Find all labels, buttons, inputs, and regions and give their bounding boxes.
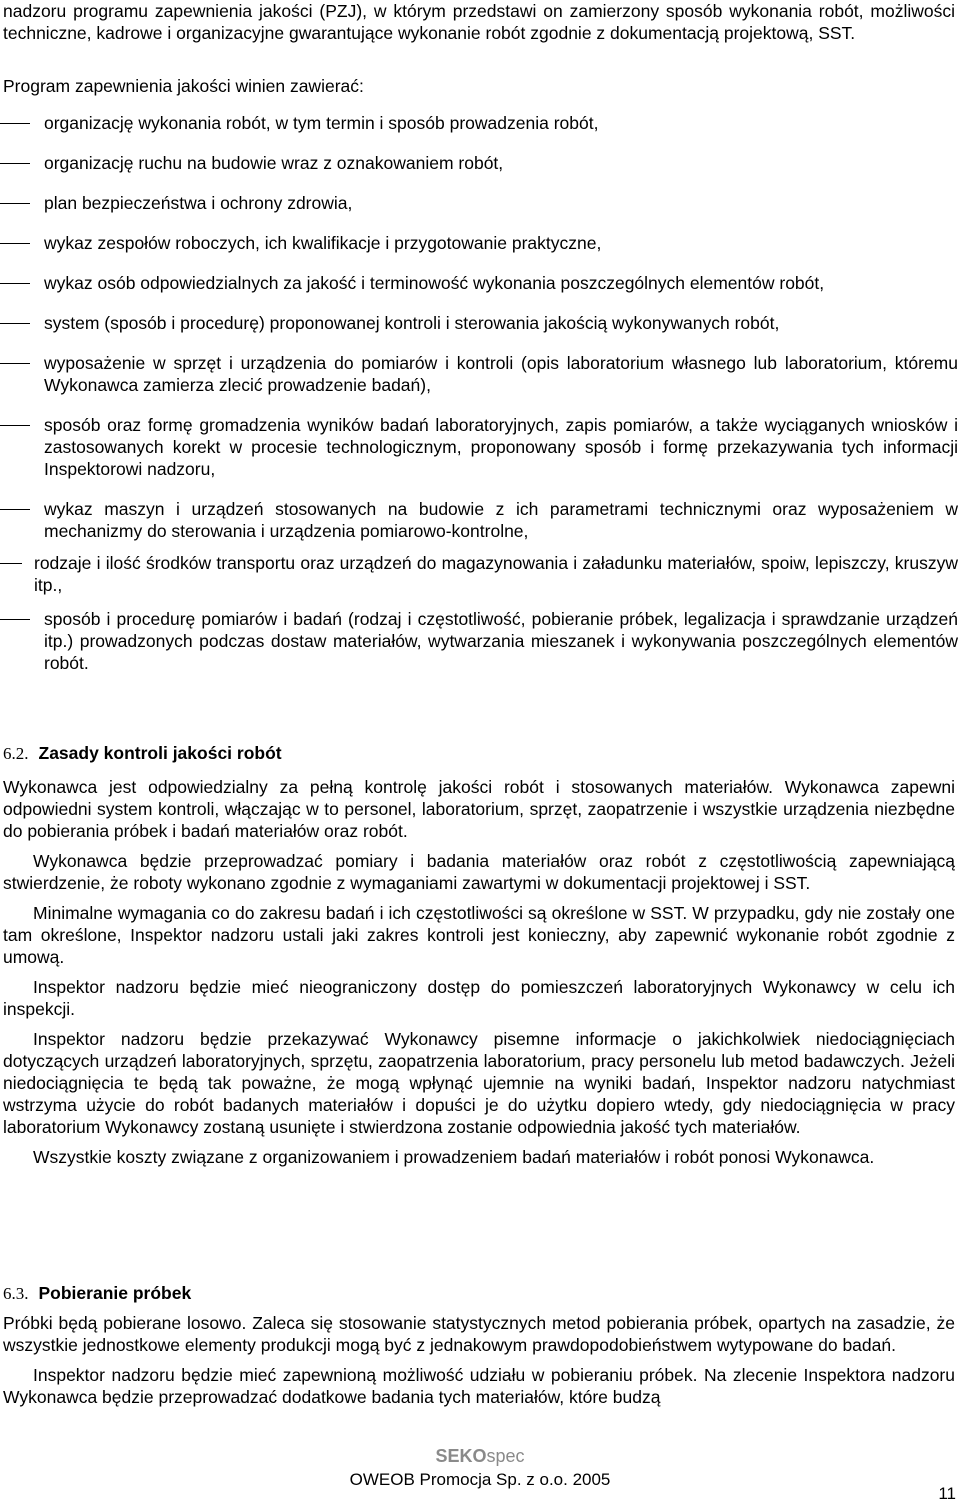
list-item: wykaz maszyn i urządzeń stosowanych na budowie z ich parametrami technicznymi oraz wyposażeniem w mechanizmy do sterowania i urządzenia pomiarowo-kontrolne, <box>0 498 958 542</box>
list-item: sposób oraz formę gromadzenia wyników badań laboratoryjnych, zapis pomiarów, a także wyciąganych wniosków i zastosowanych korekt w procesie technologicznym, proponowany sposób i formę przekazywania tych informacji Inspektorowi nadzoru, <box>0 414 958 480</box>
dash-bullet <box>0 425 30 426</box>
dash-bullet <box>0 323 30 324</box>
brand-light: spec <box>486 1446 525 1466</box>
page-number: 11 <box>938 1484 956 1503</box>
dash-bullet <box>0 123 30 124</box>
paragraph: Minimalne wymagania co do zakresu badań i ich częstotliwości są określone w SST. W przypadku, gdy nie zostały one tam określone, Inspektor nadzoru ustali jaki zakres kontroli jest konieczny, aby zapewnić wykonanie robót zgodnie z umową. <box>3 903 955 967</box>
section-6-2-body <box>3 776 955 1168</box>
dash-bullet <box>0 243 30 244</box>
program-lead: Program zapewnienia jakości winien zawierać: <box>3 76 364 96</box>
list-item: organizację ruchu na budowie wraz z oznakowaniem robót, <box>0 152 958 174</box>
paragraph: Inspektor nadzoru będzie mieć nieograniczony dostęp do pomieszczeń laboratoryjnych Wykonawcy w celu ich inspekcji. <box>3 977 955 1019</box>
dash-bullet <box>0 509 30 510</box>
section-title: Zasady kontroli jakości robót <box>38 743 282 763</box>
list-item: wykaz zespołów roboczych, ich kwalifikacje i przygotowanie praktyczne, <box>0 232 958 254</box>
section-heading-6-2 <box>3 742 282 765</box>
section-number: 6.3. <box>3 1284 29 1303</box>
section-6-3-body <box>3 1312 955 1408</box>
intro-continuation: nadzoru programu zapewnienia jakości (PZJ), w którym przedstawi on zamierzony sposób wykonania robót, możliwości techniczne, kadrowe i organizacyjne gwarantujące wykonanie robót zgodnie z dokumentacją projektową, SST. <box>3 1 955 43</box>
dash-bullet <box>0 163 30 164</box>
paragraph: Próbki będą pobierane losowo. Zaleca się stosowanie statystycznych metod pobierania próbek, opartych na zasadzie, że wszystkie jednostkowe elementy produkcji mogą być z jednakowym prawdopodobieństwem wytypowane do badań. <box>3 1313 955 1355</box>
paragraph: Wykonawca będzie przeprowadzać pomiary i badania materiałów oraz robót z częstotliwością zapewniającą stwierdzenie, że roboty wykonano zgodnie z wymaganiami zawartymi w dokumentacji projektowej i SST. <box>3 851 955 893</box>
dash-bullet <box>0 363 30 364</box>
section-number: 6.2. <box>3 744 29 763</box>
paragraph: Wszystkie koszty związane z organizowaniem i prowadzeniem badań materiałów i robót ponosi Wykonawca. <box>33 1147 875 1167</box>
paragraph: Inspektor nadzoru będzie przekazywać Wykonawcy pisemne informacje o jakichkolwiek niedociągnięciach dotyczących urządzeń laboratoryjnych, sprzętu, zaopatrzenia laboratorium, pracy personelu lub metod badawczych. Jeżeli niedociągnięcia te będą tak poważne, że mogą wpłynąć ujemnie na wyniki badań, Inspektor nadzoru natychmiast wstrzyma użycie do robót badanych materiałów i dopuści je do użytku dopiero wtedy, gdy niedociągnięcia w pracy laboratorium Wykonawcy zostaną usunięte i stwierdzona zostanie odpowiednia jakość tych materiałów. <box>3 1029 955 1137</box>
section-title: Pobieranie próbek <box>38 1283 192 1303</box>
paragraph: Wykonawca jest odpowiedzialny za pełną kontrolę jakości robót i stosowanych materiałów. Wykonawca zapewni odpowiedni system kontroli, włączając w to personel, laboratorium, sprzęt, zaopatrzenie i wszystkie urządzenia niezbędne do pobierania próbek i badań materiałów oraz robót. <box>3 777 955 841</box>
list-item: rodzaje i ilość środków transportu oraz urządzeń do magazynowania i załadunku materiałów, spoiw, lepiszczy, kruszyw itp., <box>0 552 958 596</box>
dash-bullet <box>0 203 30 204</box>
paragraph: Inspektor nadzoru będzie mieć zapewnioną możliwość udziału w pobieraniu próbek. Na zlecenie Inspektora nadzoru Wykonawca będzie przeprowadzać dodatkowe badania tych materiałów, które budzą <box>3 1365 955 1407</box>
list-item: organizację wykonania robót, w tym termin i sposób prowadzenia robót, <box>0 112 958 134</box>
footer-company: OWEOB Promocja Sp. z o.o. 2005 <box>349 1470 611 1489</box>
dash-bullet <box>0 619 30 620</box>
section-heading-6-3 <box>3 1282 191 1305</box>
list-item: system (sposób i procedurę) proponowanej kontroli i sterowania jakością wykonywanych robót, <box>0 312 958 334</box>
program-items-list <box>0 112 958 674</box>
list-item: wyposażenie w sprzęt i urządzenia do pomiarów i kontroli (opis laboratorium własnego lub laboratorium, któremu Wykonawca zamierza zlecić prowadzenie badań), <box>0 352 958 396</box>
dash-bullet <box>0 283 30 284</box>
brand-bold: SEKO <box>435 1446 487 1466</box>
list-item: wykaz osób odpowiedzialnych za jakość i terminowość wykonania poszczególnych elementów robót, <box>0 272 958 294</box>
list-item: sposób i procedurę pomiarów i badań (rodzaj i częstotliwość, pobieranie próbek, legalizacja i sprawdzanie urządzeń itp.) prowadzonych podczas dostaw materiałów, wytwarzania mieszanek i wykonywania poszczególnych elementów robót. <box>0 608 958 674</box>
footer-brand-logo <box>0 1445 960 1467</box>
dash-bullet <box>0 563 22 564</box>
list-item: plan bezpieczeństwa i ochrony zdrowia, <box>0 192 958 214</box>
